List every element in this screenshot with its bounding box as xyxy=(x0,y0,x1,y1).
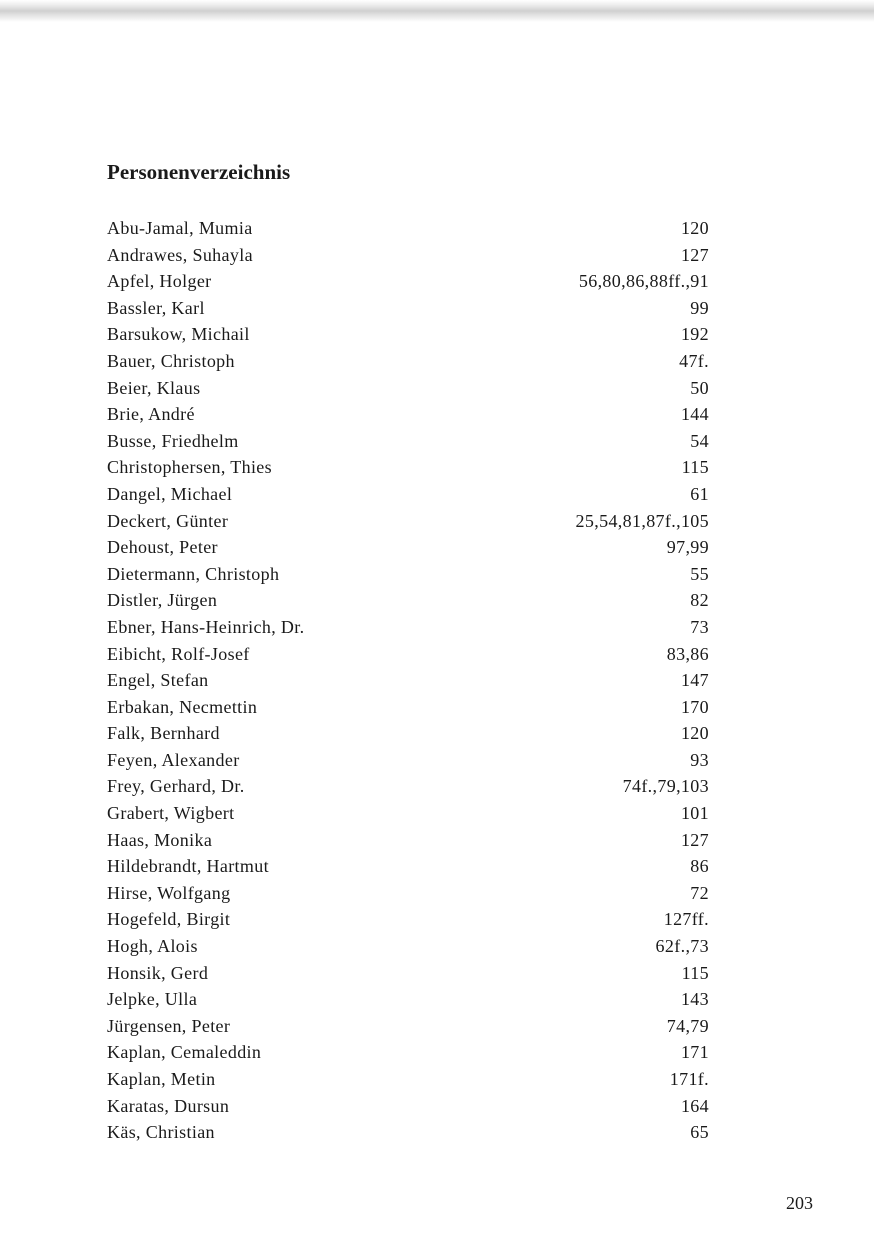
page-references: 25,54,81,87f.,105 xyxy=(575,510,709,531)
person-name: Barsukow, Michail xyxy=(107,324,250,345)
page-references: 171 xyxy=(680,1042,709,1063)
person-name: Hogefeld, Birgit xyxy=(107,909,231,930)
page-references: 73 xyxy=(690,616,709,637)
index-entry xyxy=(107,906,709,933)
page-references: 99 xyxy=(690,297,709,318)
index-entry xyxy=(107,587,709,614)
page-references: 65 xyxy=(690,1122,709,1143)
index-entry xyxy=(107,428,709,455)
index-entry xyxy=(107,747,709,774)
page-references: 192 xyxy=(680,324,709,345)
page-references: 147 xyxy=(680,670,709,691)
person-name: Haas, Monika xyxy=(107,829,213,850)
person-name: Apfel, Holger xyxy=(107,271,212,292)
index-entry xyxy=(107,401,709,428)
page-references: 101 xyxy=(680,803,709,824)
person-name: Käs, Christian xyxy=(107,1122,215,1143)
index-entry xyxy=(107,295,709,322)
person-name: Bauer, Christoph xyxy=(107,350,235,371)
index-entry xyxy=(107,508,709,535)
index-entry xyxy=(107,375,709,402)
page-references: 170 xyxy=(680,696,709,717)
person-index-list xyxy=(107,215,709,1146)
index-entry xyxy=(107,1093,709,1120)
index-entry xyxy=(107,561,709,588)
person-name: Ebner, Hans-Heinrich, Dr. xyxy=(107,616,305,637)
person-name: Hirse, Wolfgang xyxy=(107,882,231,903)
index-entry xyxy=(107,720,709,747)
page-references: 82 xyxy=(690,590,709,611)
person-name: Honsik, Gerd xyxy=(107,962,209,983)
index-entry xyxy=(107,933,709,960)
person-name: Kaplan, Cemaleddin xyxy=(107,1042,262,1063)
page-references: 72 xyxy=(690,882,709,903)
person-name: Engel, Stefan xyxy=(107,670,209,691)
person-name: Jelpke, Ulla xyxy=(107,989,198,1010)
person-name: Distler, Jürgen xyxy=(107,590,218,611)
person-name: Karatas, Dursun xyxy=(107,1095,230,1116)
index-entry xyxy=(107,215,709,242)
person-name: Bassler, Karl xyxy=(107,297,205,318)
page-references: 127ff. xyxy=(663,909,709,930)
person-name: Feyen, Alexander xyxy=(107,749,240,770)
person-name: Dehoust, Peter xyxy=(107,537,218,558)
page-number: 203 xyxy=(786,1193,813,1213)
index-entry xyxy=(107,667,709,694)
index-entry xyxy=(107,960,709,987)
person-name: Grabert, Wigbert xyxy=(107,803,235,824)
index-entry xyxy=(107,481,709,508)
index-entry xyxy=(107,986,709,1013)
person-name: Frey, Gerhard, Dr. xyxy=(107,776,245,797)
page-title: Personenverzeichnis xyxy=(107,160,291,184)
person-name: Hogh, Alois xyxy=(107,936,198,957)
page-references: 164 xyxy=(680,1095,709,1116)
page-references: 127 xyxy=(680,244,709,265)
page-references: 93 xyxy=(690,749,709,770)
index-entry xyxy=(107,641,709,668)
person-name: Andrawes, Suhayla xyxy=(107,244,253,265)
page-references: 115 xyxy=(681,457,709,478)
index-entry xyxy=(107,1119,709,1146)
person-name: Dietermann, Christoph xyxy=(107,563,280,584)
person-name: Hildebrandt, Hartmut xyxy=(107,856,269,877)
page-references: 56,80,86,88ff.,91 xyxy=(578,271,709,292)
index-entry xyxy=(107,880,709,907)
index-entry xyxy=(107,1066,709,1093)
page-references: 55 xyxy=(690,563,709,584)
page-references: 171f. xyxy=(669,1069,709,1089)
page-references: 62f.,73 xyxy=(655,936,709,957)
page-references: 115 xyxy=(681,962,709,983)
page-references: 61 xyxy=(690,483,709,504)
page-references: 86 xyxy=(690,856,709,877)
index-entry xyxy=(107,242,709,269)
index-entry xyxy=(107,534,709,561)
person-name: Deckert, Günter xyxy=(107,510,229,531)
page-references: 83,86 xyxy=(666,643,709,664)
page-references: 144 xyxy=(680,404,709,425)
page-references: 74f.,79,103 xyxy=(622,776,709,797)
page-references: 54 xyxy=(690,430,709,451)
page-references: 47f. xyxy=(679,350,709,371)
index-entry xyxy=(107,454,709,481)
index-entry xyxy=(107,827,709,854)
person-name: Falk, Bernhard xyxy=(107,723,220,744)
page-references: 143 xyxy=(680,989,709,1010)
person-name: Busse, Friedhelm xyxy=(107,430,239,451)
index-entry xyxy=(107,348,709,375)
index-entry xyxy=(107,853,709,880)
person-name: Dangel, Michael xyxy=(107,483,233,504)
index-entry xyxy=(107,1039,709,1066)
page-references: 74,79 xyxy=(666,1015,709,1036)
person-name: Kaplan, Metin xyxy=(107,1069,216,1089)
person-name: Erbakan, Necmettin xyxy=(107,696,258,717)
person-name: Eibicht, Rolf-Josef xyxy=(107,643,250,664)
person-name: Abu-Jamal, Mumia xyxy=(107,218,253,238)
index-entry xyxy=(107,614,709,641)
page-references: 127 xyxy=(680,829,709,850)
index-entry xyxy=(107,321,709,348)
person-name: Brie, André xyxy=(107,404,195,425)
index-entry xyxy=(107,773,709,800)
index-entry xyxy=(107,800,709,827)
scan-top-edge xyxy=(0,0,874,22)
page-references: 120 xyxy=(680,218,709,238)
person-name: Jürgensen, Peter xyxy=(107,1015,231,1036)
index-entry xyxy=(107,694,709,721)
page-references: 50 xyxy=(690,377,709,398)
page-references: 120 xyxy=(680,723,709,744)
person-name: Beier, Klaus xyxy=(107,377,201,398)
page-references: 97,99 xyxy=(666,537,709,558)
index-entry xyxy=(107,1013,709,1040)
person-name: Christophersen, Thies xyxy=(107,457,272,478)
index-entry xyxy=(107,268,709,295)
